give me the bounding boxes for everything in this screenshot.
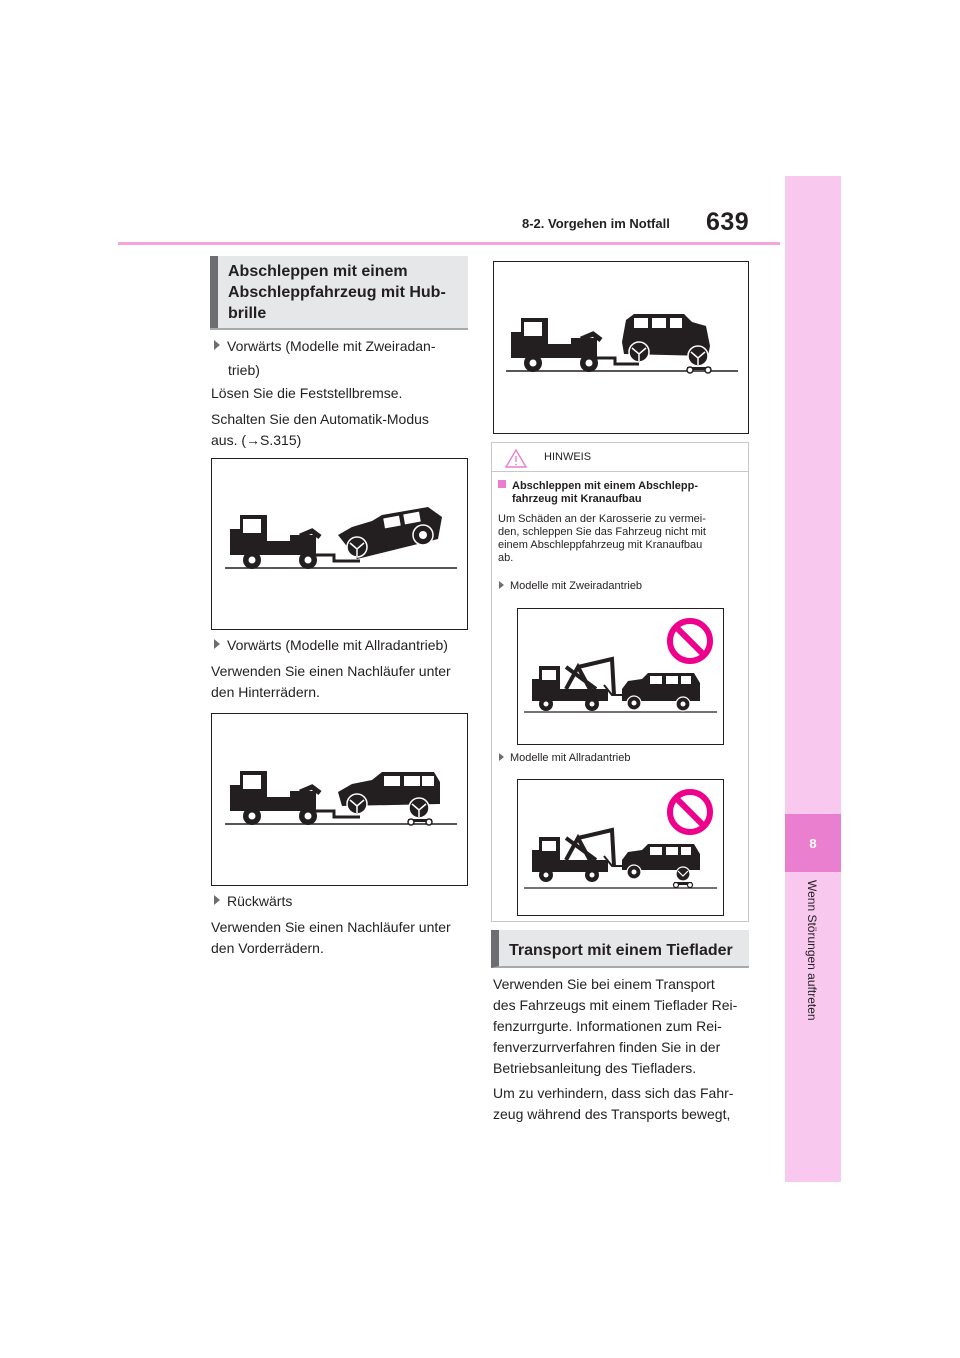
heading-line: Abschleppfahrzeug mit Hub-: [228, 284, 446, 301]
notice-bullet-2wd: [499, 580, 642, 593]
notice-body: [498, 513, 706, 565]
warning-triangle-icon: [505, 449, 527, 468]
heading-line: brille: [228, 305, 267, 322]
heading-text: Transport mit einem Tieflader: [509, 942, 733, 959]
text-prevent-movement: [493, 1083, 733, 1125]
arrow-bullet-icon: [214, 895, 220, 905]
arrow-bullet-icon: [214, 639, 220, 649]
text-line: zeug während des Transports bewegt,: [493, 1106, 731, 1122]
chapter-title: Wenn Störungen auftreten: [805, 880, 819, 1021]
text-line: aus. (→S.315): [211, 432, 302, 448]
body-line: ab.: [498, 552, 514, 564]
notice-subtitle: [498, 480, 698, 506]
header-rule: [118, 242, 780, 245]
notice-bullet-awd: [499, 752, 630, 765]
illustration-tow-forward-awd: [211, 713, 468, 886]
notice-header: [492, 443, 748, 472]
text-line: Verwenden Sie einen Nachläufer unter: [211, 919, 451, 935]
heading-rule: [210, 328, 468, 330]
text-line: Schalten Sie den Automatik-Modus: [211, 411, 429, 427]
page-number: 639: [706, 208, 750, 236]
section-heading-wheel-lift: [210, 256, 468, 328]
text-line: fenzurrgurte. Informationen zum Rei-: [493, 1018, 722, 1034]
text-line: Betriebsanleitung des Tiefladers.: [493, 1060, 697, 1076]
text-release-brake: Lösen Sie die Feststellbremse.: [211, 385, 403, 401]
arrow-bullet-icon: [499, 581, 504, 589]
section-title: 8-2. Vorgehen im Notfall: [522, 216, 670, 231]
bullet-text: Modelle mit Zweiradantrieb: [510, 580, 643, 592]
text-automatic-mode: [211, 409, 429, 451]
tow-truck-illustration: [518, 780, 723, 915]
illustration-crane-2wd-prohibited: [517, 608, 724, 745]
chapter-title-vertical: [785, 880, 841, 1080]
text-line: Um zu verhindern, dass sich das Fahr-: [493, 1085, 734, 1101]
bullet-text: trieb): [228, 362, 260, 378]
pink-square-icon: [498, 480, 506, 488]
tow-truck-illustration: [212, 459, 467, 629]
chapter-number: 8: [809, 835, 817, 851]
illustration-tow-backward: [493, 261, 749, 434]
arrow-bullet-icon: [499, 753, 504, 761]
notice-label: HINWEIS: [544, 451, 592, 463]
text-flatbed-straps: [493, 974, 737, 1079]
text-line: den Hinterrädern.: [211, 684, 320, 700]
subtitle-line: Abschleppen mit einem Abschlepp-: [512, 480, 699, 492]
illustration-crane-awd-prohibited: [517, 779, 724, 916]
bullet-text: Vorwärts (Modelle mit Zweiradan-: [227, 338, 436, 354]
section-heading-flatbed: [491, 930, 749, 968]
text-line: fenverzurrverfahren finden Sie in der: [493, 1039, 721, 1055]
arrow-bullet-icon: [214, 340, 220, 350]
chapter-number-tab[interactable]: [785, 814, 841, 872]
body-line: Um Schäden an der Karosserie zu vermei-: [498, 513, 706, 525]
bullet-forward-2wd: [214, 336, 474, 381]
heading-line: Abschleppen mit einem: [228, 263, 408, 280]
tow-truck-illustration: [518, 609, 723, 744]
text-line: den Vorderrädern.: [211, 940, 324, 956]
body-line: einem Abschleppfahrzeug mit Kranaufbau: [498, 539, 703, 551]
tow-truck-illustration: [212, 714, 467, 885]
text-line: Verwenden Sie bei einem Transport: [493, 976, 715, 992]
illustration-tow-forward-2wd: [211, 458, 468, 630]
subtitle-line: fahrzeug mit Kranaufbau: [512, 493, 642, 505]
bullet-text: Rückwärts: [227, 893, 293, 909]
bullet-text: Modelle mit Allradantrieb: [510, 752, 631, 764]
tow-truck-illustration: [494, 262, 748, 433]
body-line: den, schleppen Sie das Fahrzeug nicht mit: [498, 526, 706, 538]
bullet-forward-awd: [214, 635, 448, 656]
text-dolly-front: [211, 917, 451, 959]
bullet-text: Vorwärts (Modelle mit Allradantrieb): [227, 637, 448, 653]
notice-box: [491, 442, 749, 922]
text-line: Verwenden Sie einen Nachläufer unter: [211, 663, 451, 679]
bullet-backward: [214, 891, 292, 912]
text-line: des Fahrzeugs mit einem Tieflader Rei-: [493, 997, 738, 1013]
text-dolly-rear: [211, 661, 451, 703]
